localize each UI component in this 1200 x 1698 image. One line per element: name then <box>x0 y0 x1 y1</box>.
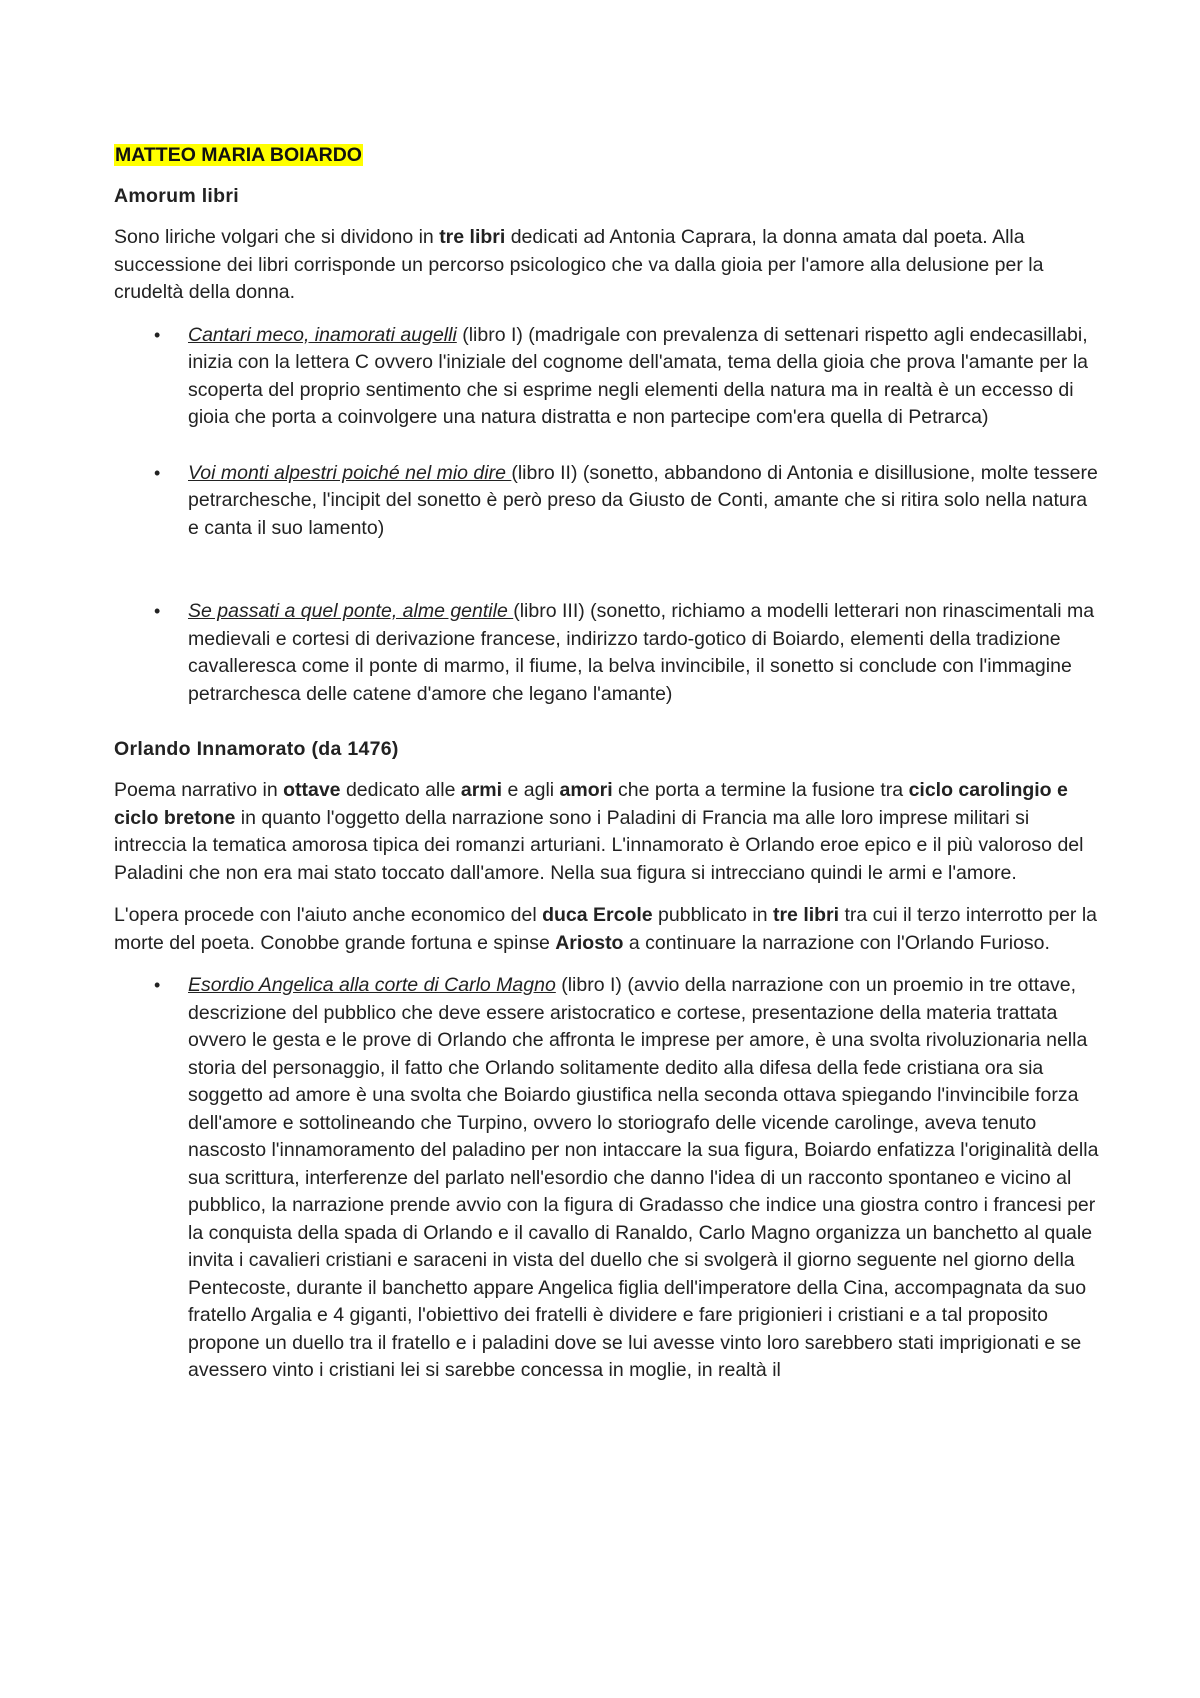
bullet-icon: • <box>154 462 161 483</box>
list-item: • Esordio Angelica alla corte di Carlo Magno (libro I) (avvio della narrazione con un proemio in tre ottave, descrizione del pubblico che deve essere aristocratico e cortese, presentazione della materia trattata ovvero le gesta e le prove di Orlando che affronta le imprese per amore, è una svolta rivoluzionaria nella storia del personaggio, il fatto che Orlando solitamente dedito alla difesa della fede cristiana ora sia soggetto ad amore è una svolta che Boiardo giustifica nella seconda ottava spiegando l'invincibile forza dell'amore e sottolineando che Turpino, ovvero lo storiografo delle vicende carolinge, aveva tenuto nascosto l'innamoramento del paladino per non intaccare la sua figura, Boiardo enfatizza l'originalità della sua scrittura, interferenze del parlato nell'esordio che danno l'idea di un racconto spontaneo e vicino al pubblico, la narrazione prende avvio con la figura di Gradasso che indice una giostra contro i francesi per la conquista della spada di Orlando e il cavallo di Ranaldo, Carlo Magno organizza un banchetto al quale invita i cavalieri cristiani e saraceni in vista del duello che si svolgerà il giorno seguente nel giorno della Pentecoste, durante il banchetto appare Angelica figlia dell'imperatore della Cina, accompagnata da suo fratello Argalia e 4 giganti, l'obiettivo dei fratelli è dividere e fare prigionieri i cristiani e a tal proposito propone un duello tra il fratello e i paladini dove se lui avesse vinto loro sarebbero stati imprigionati e se avessero vinto i cristiani lei si sarebbe concessa in moglie, in realtà il <box>154 974 1099 1381</box>
list-item: • Cantari meco, inamorati augelli (libro I) (madrigale con prevalenza di settenari rispetto agli endecasillabi, inizia con la lettera C ovvero l'iniziale del cognome dell'amata, tema della gioia che prova l'amante per la scoperta del proprio sentimento che si esprime negli elementi della natura ma in realtà è un eccesso di gioia che porta a coinvolgere una natura distratta e non partecipe com'era quella di Petrarca) <box>154 323 1088 428</box>
bullet-icon: • <box>154 324 161 345</box>
list-item: • Se passati a quel ponte, alme gentile (libro III) (sonetto, richiamo a modelli letterari non rinascimentali ma medievali e cortesi di derivazione francese, indirizzo tardo-gotico di Boiardo, elementi della tradizione cavalleresca come il ponte di marmo, il fiume, la belva invincibile, il sonetto si conclude con l'immagine petrarchesca delle catene d'amore che legano l'amante) <box>154 600 1095 705</box>
poem-citation: Se passati a quel ponte, alme gentile <box>188 600 514 622</box>
orlando-paragraph-2: L'opera procede con l'aiuto anche economico del duca Ercole pubblicato in tre libri tra cui il terzo interrotto per la morte del poeta. Conobbe grande fortuna e spinse Ariosto a continuare la narrazione con l'Orlando Furioso. <box>114 904 1098 954</box>
poem-citation: Voi monti alpestri poiché nel mio dire <box>188 461 512 484</box>
section-heading-amorum-libri: Amorum libri <box>114 185 239 207</box>
orlando-paragraph-1: Poema narrativo in ottave dedicato alle armi e agli amori che porta a termine la fusione tra ciclo carolingio e ciclo bretone in quanto l'oggetto della narrazione sono i Paladini di Francia ma alle loro imprese militari si intreccia la tematica amorosa tipica dei romanzi arturiani. L'innamorato è Orlando eroe epico e il più valoroso del Paladini che non era mai stato toccato dall'amore. Nella sua figura si intrecciano quindi le armi e l'amore. <box>114 779 1084 884</box>
bullet-icon: • <box>154 601 161 621</box>
orlando-list <box>114 972 1100 1385</box>
poem-citation: Esordio Angelica alla corte di Carlo Magno <box>188 974 556 996</box>
document-title <box>114 142 1100 168</box>
amorum-intro-paragraph: Sono liriche volgari che si dividono in tre libri dedicati ad Antonia Caprara, la donna amata dal poeta. Alla successione dei libri corrisponde un percorso psicologico che va dalla gioia per l'amore alla delusione per la crudeltà della donna. <box>114 226 1044 303</box>
highlighted-title: MATTEO MARIA BOIARDO <box>115 144 362 166</box>
bullet-icon: • <box>154 975 161 995</box>
poem-citation: Cantari meco, inamorati augelli <box>188 323 457 346</box>
section-heading-orlando-innamorato: Orlando Innamorato (da 1476) <box>114 738 399 760</box>
amorum-list <box>114 322 1100 709</box>
list-item: • Voi monti alpestri poiché nel mio dire (libro II) (sonetto, abbandono di Antonia e disillusione, molte tessere petrarchesche, l'incipit del sonetto è però preso da Giusto de Conti, amante che si ritira solo nella natura e canta il suo lamento) <box>154 461 1098 539</box>
